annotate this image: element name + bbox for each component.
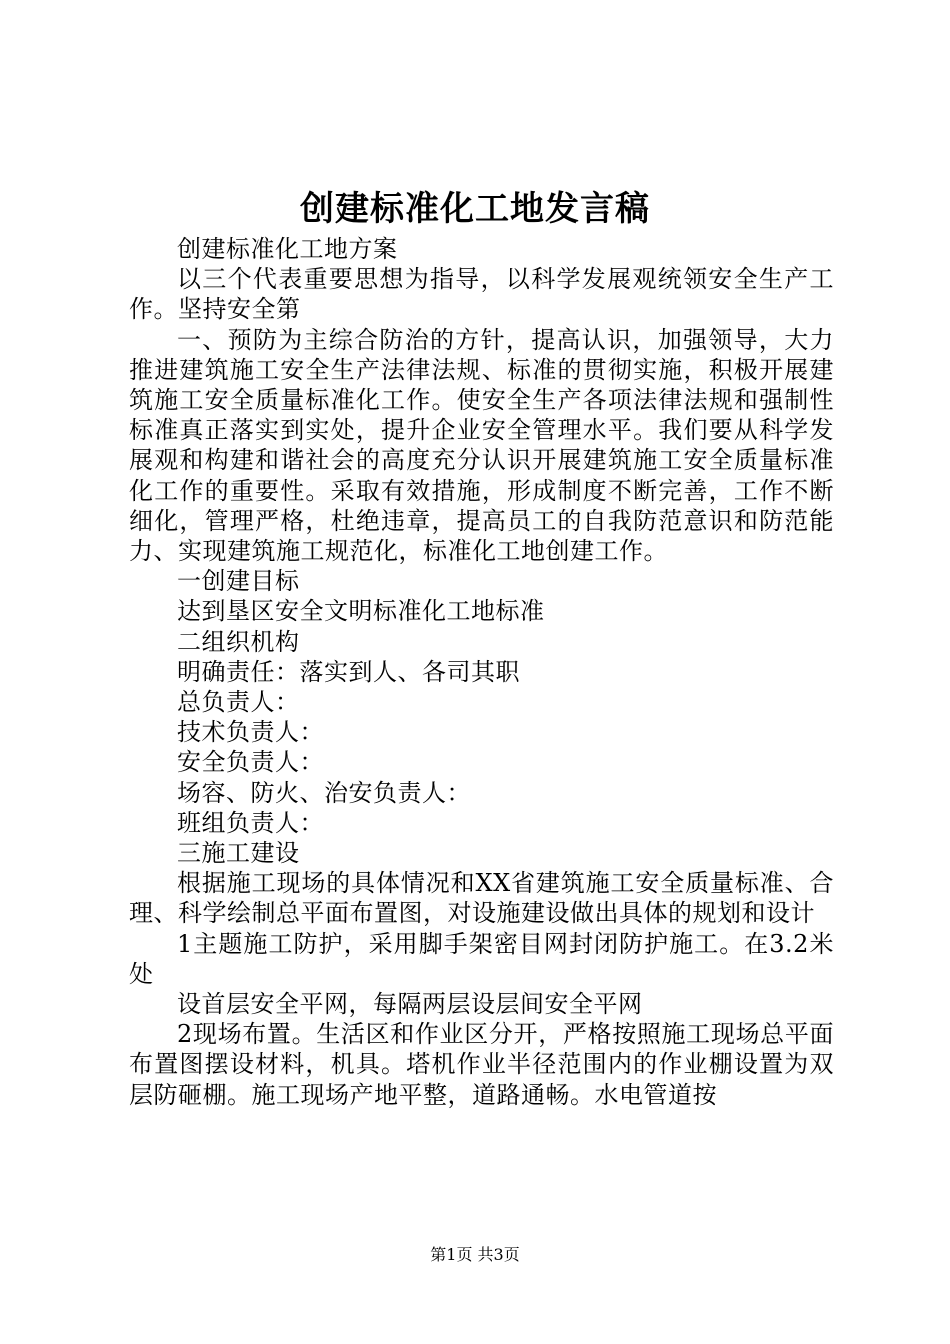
responsible-person-line: 安全负责人：: [177, 748, 324, 777]
section-heading: 二组织机构: [177, 627, 300, 656]
paragraph: 明确责任：落实到人、各司其职: [177, 657, 520, 686]
paragraph: 设首层安全平网，每隔两层设层间安全平网: [177, 990, 643, 1019]
paragraph: 以三个代表重要思想为指导，以科学发展观统领安全生产工作。坚持安全第: [129, 265, 834, 324]
paragraph: 创建标准化工地方案: [177, 235, 398, 263]
paragraph: 一、预防为主综合防治的方针，提高认识，加强领导，大力推进建筑施工安全生产法律法规、标准的贯彻实施，积极开展建筑施工安全质量标准化工作。使安全生产各项法律法规和强制性标准真正落实到实处，提升企业安全管理水平。我们要从科学发展观和构建和谐社会的高度充分认识开展建筑施工安全质量标准化工作的重要性。采取有效措施，形成制度不断完善，工作不断细化，管理严格，杜绝违章，提高员工的自我防范意识和防范能力、实现建筑施工规范化，标准化工地创建工作。: [129, 325, 834, 566]
responsible-person-line: 技术负责人：: [177, 718, 324, 747]
responsible-person-line: 总负责人：: [177, 688, 300, 717]
paragraph: 根据施工现场的具体情况和XX省建筑施工安全质量标准、合理、科学绘制总平面布置图，对设施建设做出具体的规划和设计: [129, 869, 834, 928]
document-title: 创建标准化工地发言稿: [300, 189, 650, 229]
responsible-person-line: 班组负责人：: [177, 808, 324, 837]
page-footer: 第1页 共3页: [430, 1245, 520, 1264]
section-heading: 三施工建设: [177, 839, 300, 868]
responsible-person-line: 场容、防火、治安负责人：: [177, 778, 471, 807]
paragraph: 1主题施工防护，采用脚手架密目网封闭防护施工。在3.2米处: [129, 929, 834, 988]
section-heading: 一创建目标: [177, 567, 300, 596]
paragraph: 达到垦区安全文明标准化工地标准: [177, 597, 545, 626]
document-body: [129, 234, 834, 1110]
paragraph: 2现场布置。生活区和作业区分开，严格按照施工现场总平面布置图摆设材料，机具。塔机作业半径范围内的作业棚设置为双层防砸棚。施工现场产地平整，道路通畅。水电管道按: [129, 1020, 834, 1109]
